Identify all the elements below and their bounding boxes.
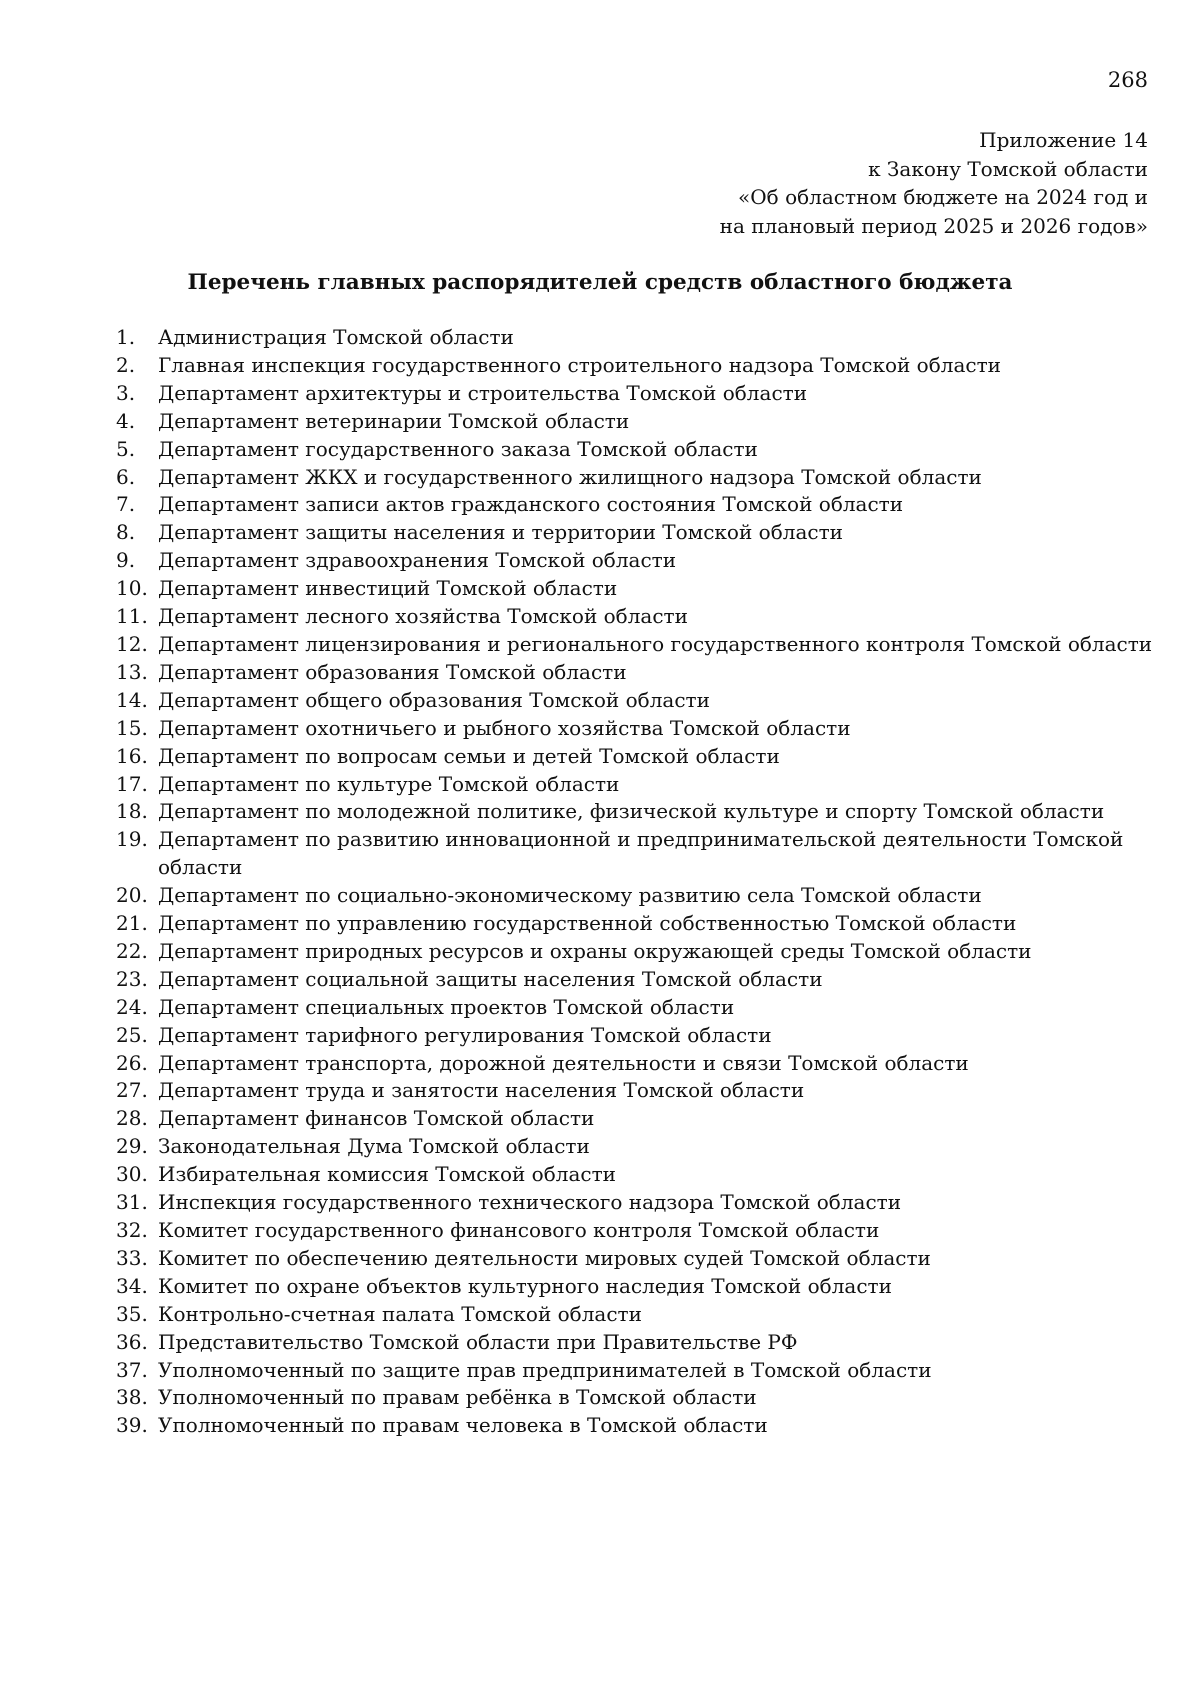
item-text: Департамент по развитию инновационной и предпринимательской деятельности Томской области (158, 827, 1124, 880)
list-item (116, 659, 1156, 687)
list-item (116, 882, 1156, 910)
item-text: Главная инспекция государственного строительного надзора Томской области (158, 352, 1001, 377)
item-number: 35. (116, 1301, 148, 1326)
item-number: 23. (116, 966, 148, 991)
item-number: 1. (116, 325, 136, 349)
appendix-line: Приложение 14 (979, 128, 1148, 152)
item-number: 32. (116, 1218, 148, 1242)
item-text: Департамент общего образования Томской области (158, 687, 710, 712)
list-item (116, 1245, 1156, 1273)
list-item (116, 1077, 1156, 1105)
item-number: 31. (116, 1190, 148, 1215)
page-number: 268 (1107, 68, 1148, 92)
list-item (116, 352, 1156, 380)
list-item (116, 547, 1156, 575)
item-text: Департамент тарифного регулирования Томской области (158, 1022, 772, 1047)
item-text: Департамент социальной защиты населения Томской области (158, 966, 823, 991)
item-number: 29. (116, 1134, 148, 1159)
item-text: Департамент труда и занятости населения Томской области (158, 1078, 805, 1103)
list-item (116, 1412, 1156, 1440)
item-number: 38. (116, 1385, 148, 1410)
appendix-line: «Об областном бюджете на 2024 год и (738, 185, 1148, 209)
list-item (116, 519, 1156, 547)
item-text: Избирательная комиссия Томской области (158, 1162, 616, 1187)
item-text: Департамент природных ресурсов и охраны окружающей среды Томской области (158, 938, 1032, 963)
list-item (116, 491, 1156, 519)
item-text: Департамент охотничьего и рыбного хозяйства Томской области (158, 715, 851, 740)
list-item (116, 938, 1156, 966)
item-text: Департамент государственного заказа Томской области (158, 436, 758, 461)
list-item (116, 910, 1156, 938)
item-text: Администрация Томской области (158, 325, 514, 349)
list-item (116, 715, 1156, 743)
list-item (116, 324, 1156, 352)
item-number: 12. (116, 631, 148, 656)
item-number: 39. (116, 1413, 148, 1438)
item-number: 34. (116, 1273, 148, 1298)
item-number: 21. (116, 911, 148, 936)
item-number: 24. (116, 994, 148, 1019)
list-item (116, 994, 1156, 1022)
item-text: Департамент здравоохранения Томской области (158, 548, 677, 573)
item-number: 37. (116, 1357, 148, 1382)
list-item (116, 380, 1156, 408)
item-number: 20. (116, 883, 148, 908)
list-item (116, 603, 1156, 631)
item-text: Департамент ЖКХ и государственного жилищного надзора Томской области (158, 464, 982, 489)
list-item (116, 1357, 1156, 1385)
list-item (116, 687, 1156, 715)
item-text: Департамент финансов Томской области (158, 1106, 595, 1131)
item-text: Департамент инвестиций Томской области (158, 576, 618, 601)
item-number: 27. (116, 1078, 148, 1103)
item-text: Департамент лесного хозяйства Томской области (158, 604, 688, 629)
appendix-line: на плановый период 2025 и 2026 годов» (719, 213, 1148, 238)
item-number: 6. (116, 464, 136, 489)
list-item (116, 1105, 1156, 1133)
item-number: 13. (116, 659, 148, 684)
item-number: 22. (116, 938, 148, 963)
item-text: Департамент лицензирования и регионального государственного контроля Томской области (158, 631, 1153, 656)
appendix-header (720, 126, 1148, 240)
item-number: 2. (116, 352, 136, 377)
item-text: Департамент защиты населения и территории Томской области (158, 520, 843, 545)
item-text: Департамент по вопросам семьи и детей Томской области (158, 743, 780, 768)
item-number: 14. (116, 687, 148, 712)
item-number: 3. (116, 380, 136, 405)
list-item (116, 436, 1156, 464)
item-number: 10. (116, 576, 148, 601)
item-number: 9. (116, 548, 136, 573)
list-item (116, 1133, 1156, 1161)
distributors-list (116, 324, 1156, 1440)
list-item (116, 966, 1156, 994)
list-item (116, 408, 1156, 436)
item-text: Законодательная Дума Томской области (158, 1134, 590, 1159)
item-text: Департамент по молодежной политике, физической культуре и спорту Томской области (158, 799, 1105, 824)
item-number: 16. (116, 743, 148, 768)
item-number: 25. (116, 1022, 148, 1047)
item-text: Уполномоченный по правам человека в Томской области (158, 1413, 768, 1438)
item-number: 8. (116, 520, 136, 545)
item-text: Департамент транспорта, дорожной деятельности и связи Томской области (158, 1050, 969, 1075)
list-item (116, 1050, 1156, 1078)
list-item (116, 631, 1156, 659)
item-text: Департамент по социально-экономическому развитию села Томской области (158, 883, 982, 908)
item-number: 5. (116, 436, 136, 461)
item-number: 19. (116, 827, 148, 852)
item-text: Департамент записи актов гражданского состояния Томской области (158, 492, 904, 517)
item-number: 28. (116, 1106, 148, 1131)
item-text: Департамент ветеринарии Томской области (158, 408, 630, 433)
item-number: 11. (116, 604, 148, 629)
item-number: 18. (116, 799, 148, 824)
item-text: Уполномоченный по защите прав предпринимателей в Томской области (158, 1357, 932, 1382)
list-item (116, 1217, 1156, 1245)
item-number: 30. (116, 1162, 148, 1187)
list-item (116, 1384, 1156, 1412)
item-text: Уполномоченный по правам ребёнка в Томской области (158, 1385, 757, 1410)
list-item (116, 575, 1156, 603)
list-item (116, 1189, 1156, 1217)
item-text: Комитет государственного финансового контроля Томской области (158, 1218, 880, 1242)
item-text: Департамент по управлению государственной собственностью Томской области (158, 911, 1017, 936)
item-text: Департамент архитектуры и строительства Томской области (158, 380, 808, 405)
item-text: Департамент по культуре Томской области (158, 771, 620, 796)
list-item (116, 464, 1156, 492)
item-text: Представительство Томской области при Правительстве РФ (158, 1329, 798, 1354)
item-text: Департамент образования Томской области (158, 659, 627, 684)
list-item (116, 1301, 1156, 1329)
list-item (116, 1161, 1156, 1189)
list-item (116, 743, 1156, 771)
item-number: 15. (116, 715, 148, 740)
item-text: Контрольно-счетная палата Томской области (158, 1301, 642, 1326)
list-item (116, 798, 1156, 826)
document-title: Перечень главных распорядителей средств областного бюджета (187, 270, 1013, 295)
item-number: 33. (116, 1245, 148, 1270)
list-item (116, 1022, 1156, 1050)
item-number: 17. (116, 771, 148, 796)
item-text: Комитет по охране объектов культурного наследия Томской области (158, 1273, 892, 1298)
item-text: Департамент специальных проектов Томской области (158, 994, 735, 1019)
item-number: 26. (116, 1050, 148, 1075)
appendix-line: к Закону Томской области (868, 156, 1148, 181)
list-item (116, 826, 1156, 882)
list-item (116, 771, 1156, 799)
list-item (116, 1273, 1156, 1301)
item-number: 4. (116, 408, 136, 433)
item-number: 36. (116, 1329, 148, 1354)
list-item (116, 1329, 1156, 1357)
item-text: Комитет по обеспечению деятельности мировых судей Томской области (158, 1245, 931, 1270)
item-number: 7. (116, 492, 136, 517)
item-text: Инспекция государственного технического надзора Томской области (158, 1190, 902, 1215)
